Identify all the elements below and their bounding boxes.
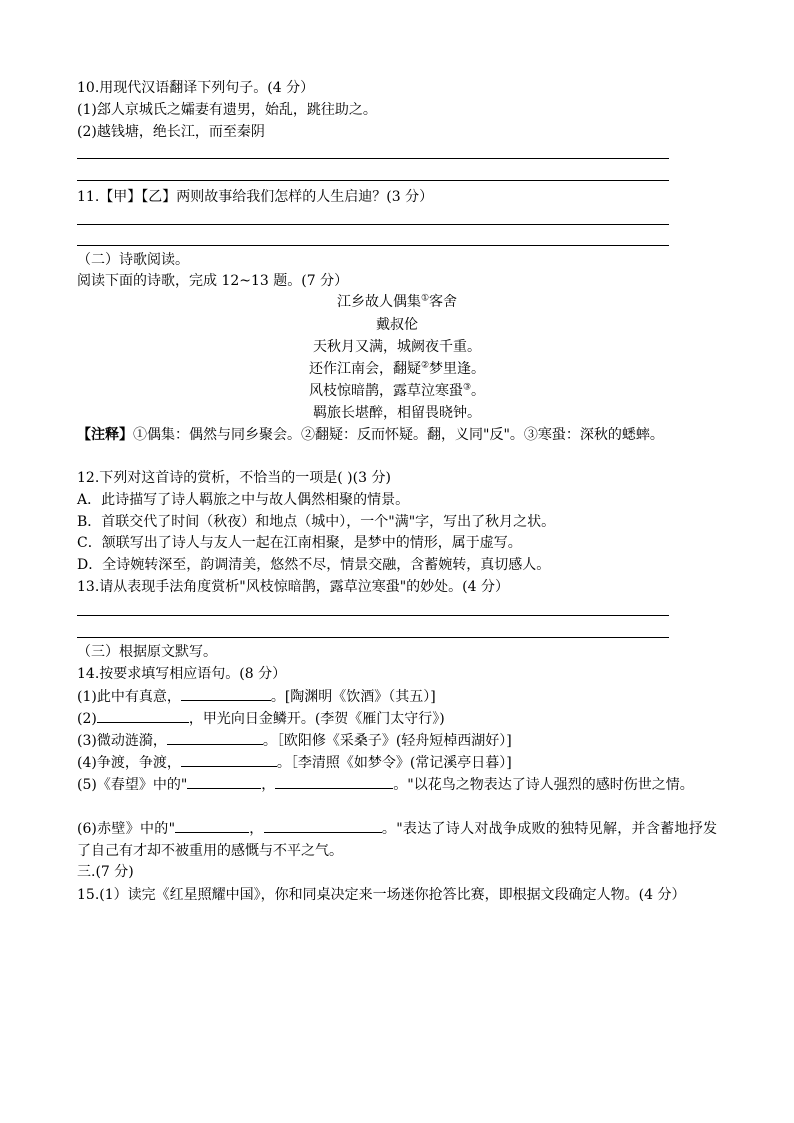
notes-text: ①偶集：偶然与同乡聚会。②翻疑：反而怀疑。翻，义同"反"。③寒蛩：深秋的蟋蟀。 xyxy=(133,427,664,443)
notes-label: 【注释】 xyxy=(77,427,133,443)
fill-blank[interactable] xyxy=(264,818,382,833)
question-10-sentence-1: (1)郐人京城氏之孀妻有遗男，始乱，跳往助之。 xyxy=(77,102,377,118)
poem-line-text: 风枝惊暗鹊，露草泣寒蛩 xyxy=(308,383,463,399)
answer-line[interactable] xyxy=(77,224,669,225)
item-text: (2) xyxy=(77,711,97,727)
fill-blank[interactable] xyxy=(181,752,277,767)
poem-line-text: 梦里逢。 xyxy=(429,361,486,377)
item-text: (4)争渡，争渡， xyxy=(77,755,181,771)
section-3-heading: （三）根据原文默写。 xyxy=(77,644,217,660)
poem-line-text: 还作江南会，翻疑 xyxy=(308,361,421,377)
question-13-title: 13.请从表现手法角度赏析"风枝惊暗鹊，露草泣寒蛩"的妙处。(4 分） xyxy=(77,579,509,595)
question-10-title: 10.用现代汉语翻译下列句子。(4 分） xyxy=(77,80,315,96)
option-c[interactable]: C．颔联写出了诗人与友人一起在江南相聚，是梦中的情形，属于虚写。 xyxy=(77,535,522,551)
option-d[interactable]: D．全诗婉转深至，韵调清美，悠然不尽，情景交融，含蓄婉转，真切感人。 xyxy=(77,557,551,573)
item-text: (1)此中有真意， xyxy=(77,689,181,705)
poem-notes xyxy=(77,424,717,446)
item-text: 。"表达了诗人对战争成败的独特见解，并含蓄地抒发了自己有才却不被重用的感慨与不平之气。 xyxy=(77,821,717,859)
answer-line[interactable] xyxy=(77,158,669,159)
item-text: 。［李清照《如梦令》(常记溪亭日暮）] xyxy=(276,755,512,771)
item-text: ， xyxy=(249,821,264,837)
question-10-sentence-2: (2)越钱塘，绝长江，而至秦阴 xyxy=(77,124,265,140)
fill-item-5 xyxy=(77,774,717,796)
poem-line-2 xyxy=(0,359,794,379)
item-text: (3)微动涟漪， xyxy=(77,733,167,749)
poem-title xyxy=(0,292,794,312)
item-text: ， xyxy=(261,777,276,793)
answer-line[interactable] xyxy=(77,637,669,638)
poem-line-1: 天秋月又满，城阙夜千重。 xyxy=(313,339,481,355)
footnote-mark: ③ xyxy=(462,382,472,393)
poem-title-text: 江乡故人偶集 xyxy=(336,294,421,310)
fill-blank[interactable] xyxy=(167,730,263,745)
item-text: (5)《春望》中的" xyxy=(77,777,188,793)
item-text: 。[陶渊明《饮酒》（其五）] xyxy=(270,689,436,705)
poem-line-4: 羁旅长堪醉，相留畏晓钟。 xyxy=(313,405,481,421)
poem-author: 戴叔伦 xyxy=(376,317,418,333)
section-2-heading: （二）诗歌阅读。 xyxy=(77,252,189,268)
part-3-heading: 三.(7 分) xyxy=(77,864,134,880)
answer-line[interactable] xyxy=(77,180,669,181)
question-11-title: 11.【甲】【乙】两则故事给我们怎样的人生启迪？(3 分） xyxy=(77,189,434,205)
item-text: 。［欧阳修《采桑子》(轻舟短棹西湖好）] xyxy=(262,733,512,749)
item-text: (6)赤壁》中的" xyxy=(77,821,176,837)
question-12-title: 12.下列对这首诗的赏析，不恰当的一项是( )(3 分) xyxy=(77,470,391,486)
fill-item-3 xyxy=(77,730,512,751)
answer-line[interactable] xyxy=(77,245,669,246)
item-text: ，甲光向日金鳞开。(李贺《雁门太守行》) xyxy=(188,711,445,727)
poem-line-text: 。 xyxy=(471,383,486,399)
poem-line-3 xyxy=(0,381,794,401)
option-a[interactable]: A．此诗描写了诗人羁旅之中与故人偶然相聚的情景。 xyxy=(77,492,410,508)
fill-item-4 xyxy=(77,752,512,773)
question-14-title: 14.按要求填写相应语句。(8 分） xyxy=(77,666,287,682)
fill-blank[interactable] xyxy=(275,774,393,789)
poem-title-text: 客舍 xyxy=(429,294,458,310)
fill-item-1 xyxy=(77,686,436,707)
fill-blank[interactable] xyxy=(187,774,261,789)
section-2-intro: 阅读下面的诗歌，完成 12~13 题。(7 分） xyxy=(77,273,349,289)
option-b[interactable]: B．首联交代了时间（秋夜）和地点（城中），一个"满"字，写出了秋月之状。 xyxy=(77,514,556,530)
fill-blank[interactable] xyxy=(97,708,189,723)
footnote-mark: ② xyxy=(420,360,430,371)
question-15-title: 15.(1）读完《红星照耀中国》，你和同桌决定来一场迷你抢答比赛，即根据文段确定人物。(4 分） xyxy=(77,887,686,903)
fill-blank[interactable] xyxy=(181,686,271,701)
footnote-mark: ① xyxy=(420,293,430,304)
fill-blank[interactable] xyxy=(175,818,249,833)
item-text: 。"以花鸟之物表达了诗人强烈的感时伤世之情。 xyxy=(393,777,694,793)
fill-item-2 xyxy=(77,708,445,729)
answer-line[interactable] xyxy=(77,615,669,616)
fill-item-6 xyxy=(77,818,717,862)
